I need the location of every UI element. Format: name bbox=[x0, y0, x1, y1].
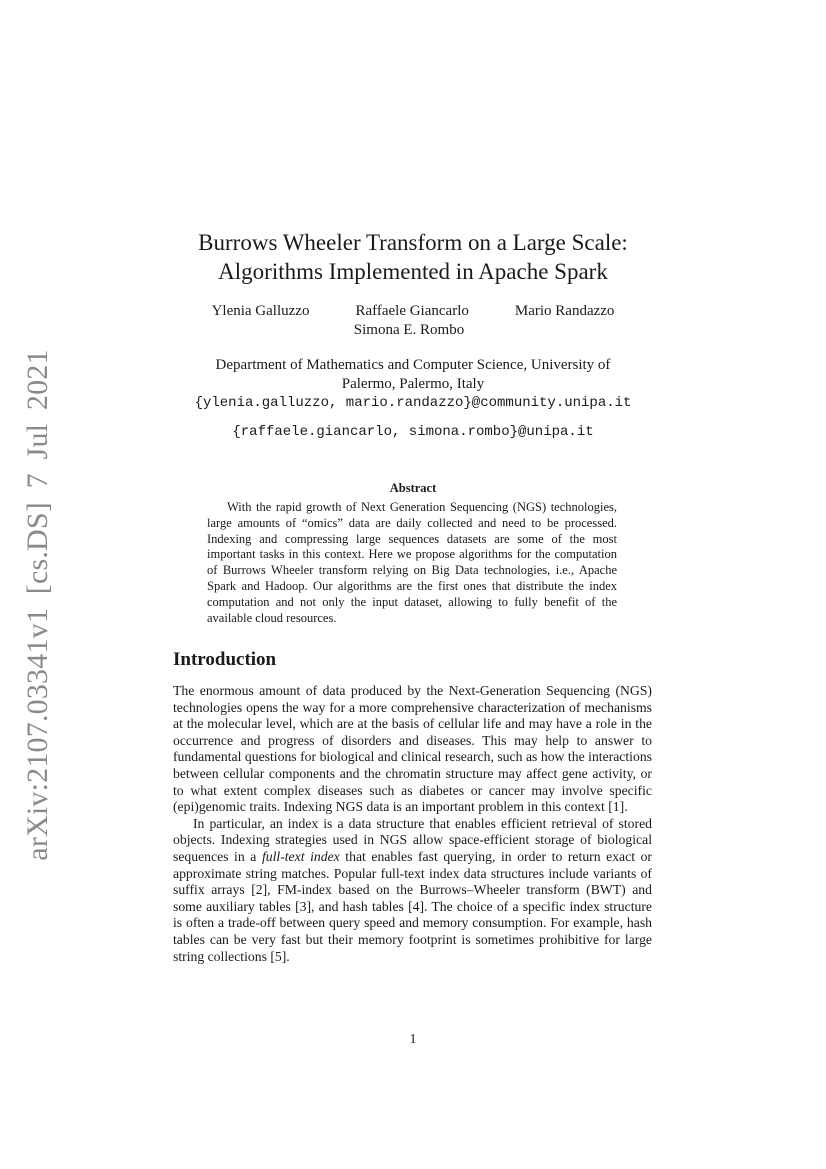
arxiv-identifier-stamp: arXiv:2107.03341v1 [cs.DS] 7 Jul 2021 bbox=[21, 349, 54, 861]
abstract-heading: Abstract bbox=[389, 481, 437, 495]
author-list bbox=[160, 302, 666, 340]
email-group-1: {ylenia.galluzzo, mario.randazzo}@community.unipa.it bbox=[194, 395, 632, 411]
abstract-text: With the rapid growth of Next Generation Sequencing (NGS) technologies, large amounts of “omics” data are daily collected and need to be processed. Indexing and compressing large sequences datasets are some of the most important tasks in this context. Here we propose algorithms for the computation of Burrows Wheeler transform relying on Big Data technologies, i.e., Apache Spark and Hadoop. Our algorithms are the first ones that distribute the index computation and not only the input dataset, allowing to fully benefit of the available cloud resources. bbox=[207, 500, 617, 625]
paper-title bbox=[160, 228, 666, 286]
paragraph-text: In particular, an index is a data structure that enables efficient retrieval of stored objects. Indexing strategies used in NGS allow space-efficient storage of biological sequences in a bbox=[173, 815, 652, 864]
paragraph: The enormous amount of data produced by the Next-Generation Sequencing (NGS) technologies opens the way for a more comprehensive characterization of mechanisms at the molecular level, which are at the basis of cellular life and may have a role in the occurrence and progress of disorders and diseases. This may help to answer to fundamental questions for biological and clinical research, such as how the interactions between cellular components and the chromatin structure may affect gene activity, or to what extent complex diseases such as diabetes or cancer may involve specific (epi)genomic traits. Indexing NGS data is an important problem in this context [1]. bbox=[173, 683, 652, 815]
title-line-1: Burrows Wheeler Transform on a Large Scale: bbox=[198, 230, 628, 255]
author-name: Raffaele Giancarlo bbox=[355, 303, 469, 319]
email-group-2: {raffaele.giancarlo, simona.rombo}@unipa.it bbox=[232, 424, 594, 440]
page-number: 1 bbox=[409, 1031, 417, 1046]
emphasized-term: full-text index bbox=[261, 848, 340, 864]
author-name: Mario Randazzo bbox=[514, 303, 615, 319]
author-name: Simona E. Rombo bbox=[353, 322, 465, 338]
section-heading-introduction: Introduction bbox=[173, 649, 277, 670]
paragraph-text: that enables fast querying, in order to return exact or approximate string matches. Popular full-text index data structures include variants of suffix arrays [2], FM-index based on the Burrows–Wheeler transform (BWT) and some auxiliary tables [3], and hash tables [4]. The choice of a specific index structure is often a trade-off between query speed and memory consumption. For example, hash tables can be very fast but their memory footprint is sometimes prohibitive for large string collections [5]. bbox=[173, 848, 652, 964]
affiliation-line-2: Palermo, Palermo, Italy bbox=[341, 376, 485, 392]
title-line-2: Algorithms Implemented in Apache Spark bbox=[218, 259, 608, 284]
affiliation-block bbox=[160, 356, 666, 442]
affiliation-line-1: Department of Mathematics and Computer Science, University of bbox=[215, 357, 611, 373]
paragraph bbox=[173, 816, 652, 965]
author-name: Ylenia Galluzzo bbox=[211, 303, 310, 319]
introduction-body bbox=[173, 683, 652, 965]
